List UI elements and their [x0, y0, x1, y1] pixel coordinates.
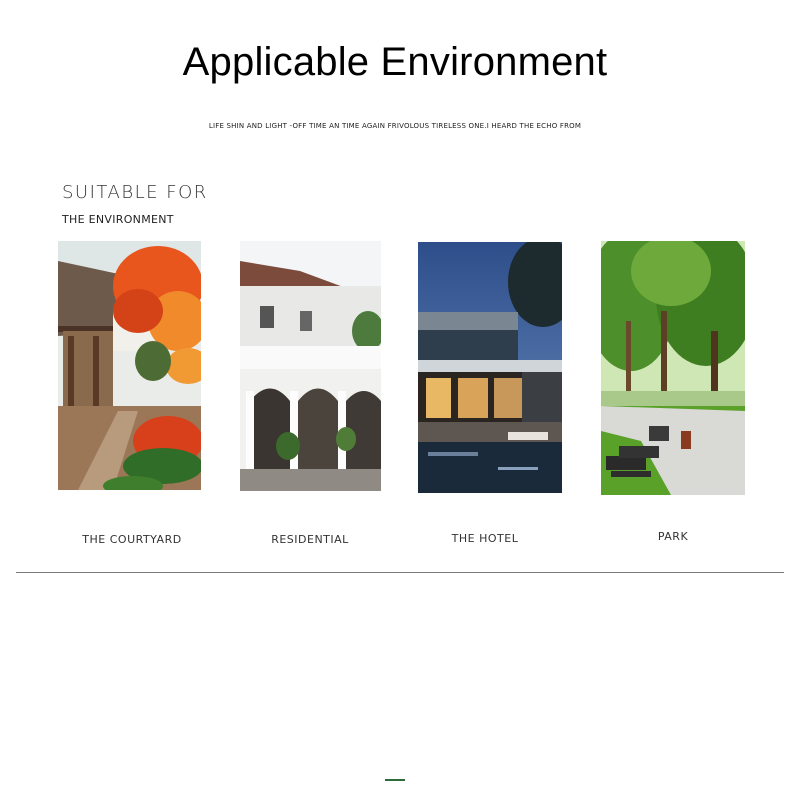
caption-residential: RESIDENTIAL — [271, 533, 349, 546]
page-title: Applicable Environment — [182, 40, 608, 84]
divider — [16, 572, 784, 573]
hotel-image — [418, 242, 562, 493]
caption-courtyard: THE COURTYARD — [82, 533, 182, 546]
section-subheading: THE ENVIRONMENT — [62, 213, 174, 226]
caption-hotel: THE HOTEL — [451, 532, 519, 545]
carousel-indicator[interactable] — [385, 779, 405, 781]
tagline: LIFE SHIN AND LIGHT -OFF TIME AN TIME AGAIN FRIVOLOUS TIRELESS ONE.I HEARD THE ECHO FROM — [208, 122, 582, 130]
caption-park: PARK — [657, 530, 689, 543]
park-image — [601, 241, 745, 495]
section-heading: SUITABLE FOR — [62, 182, 208, 203]
courtyard-image — [58, 241, 201, 490]
residential-image — [240, 241, 381, 491]
